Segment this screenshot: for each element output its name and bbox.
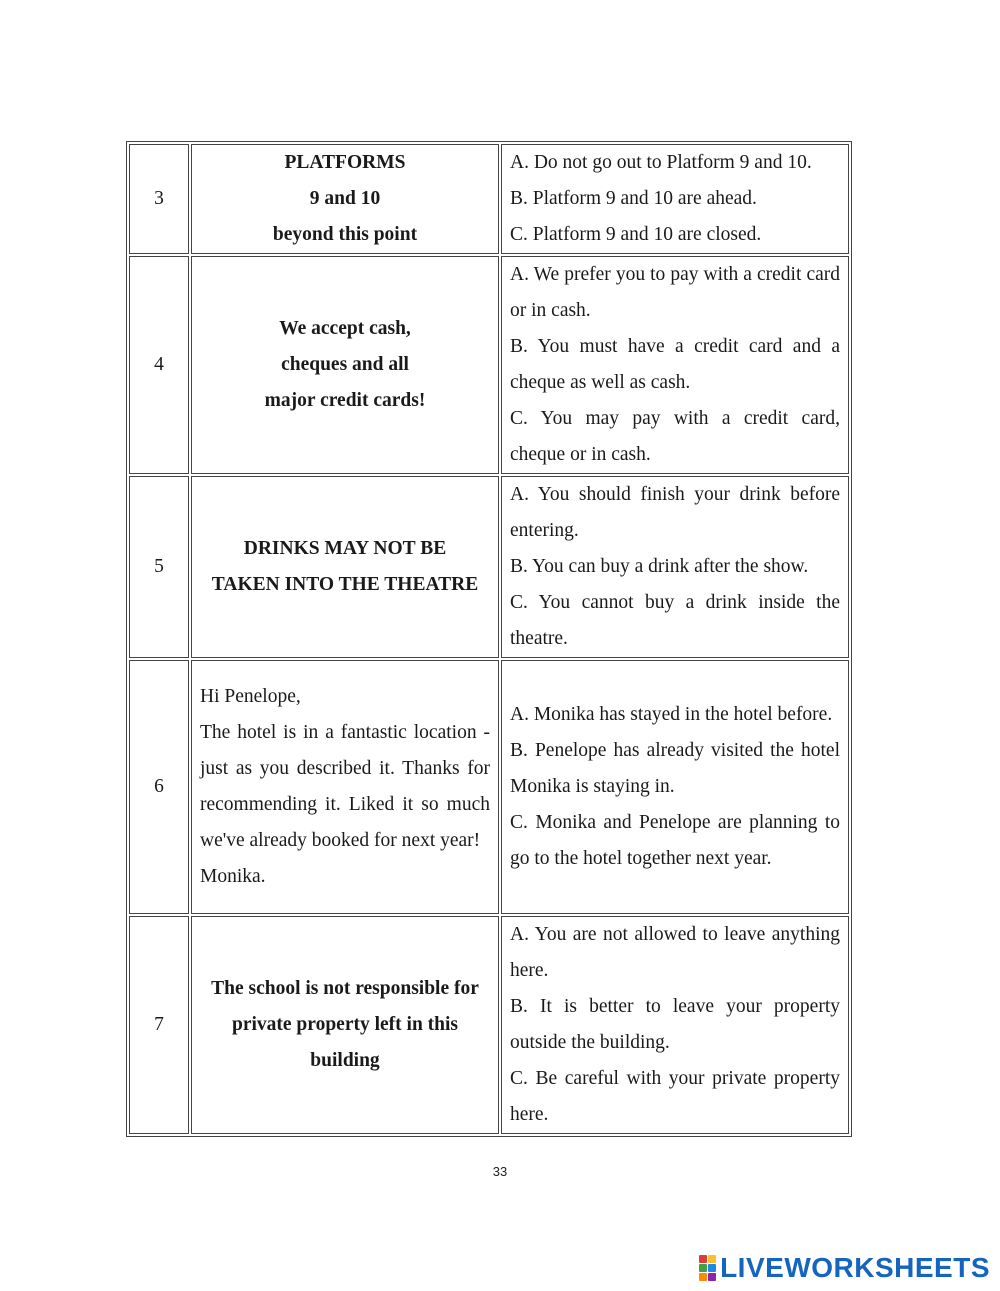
answer-options bbox=[501, 476, 849, 658]
table-row bbox=[129, 256, 849, 474]
logo-blocks-icon bbox=[699, 1255, 716, 1281]
logo-block bbox=[699, 1255, 707, 1263]
exercise-table bbox=[126, 141, 852, 1137]
notice-sign bbox=[191, 476, 499, 658]
option-b: B. Penelope has already visited the hotel Monika is staying in. bbox=[510, 740, 840, 797]
message-signature: Monika. bbox=[200, 866, 266, 887]
option-a: A. You are not allowed to leave anything here. bbox=[510, 924, 840, 981]
logo-block bbox=[708, 1255, 716, 1263]
notice-message bbox=[191, 660, 499, 914]
option-a: A. You should finish your drink before entering. bbox=[510, 484, 840, 541]
answer-options bbox=[501, 256, 849, 474]
message-greeting: Hi Penelope, bbox=[200, 686, 301, 707]
notice-sign bbox=[191, 916, 499, 1134]
option-b: B. You must have a credit card and a cheque as well as cash. bbox=[510, 336, 840, 393]
option-c: C. Monika and Penelope are planning to go to the hotel together next year. bbox=[510, 812, 840, 869]
table-row bbox=[129, 660, 849, 914]
option-c: C. You cannot buy a drink inside the theatre. bbox=[510, 592, 840, 649]
notice-line: The school is not responsible for bbox=[211, 978, 479, 999]
answer-options bbox=[501, 916, 849, 1134]
logo-block bbox=[708, 1273, 716, 1281]
logo-block bbox=[699, 1273, 707, 1281]
option-a: A. We prefer you to pay with a credit card or in cash. bbox=[510, 264, 840, 321]
notice-line: major credit cards! bbox=[264, 390, 426, 411]
logo-block bbox=[699, 1264, 707, 1272]
question-number: 5 bbox=[129, 476, 189, 658]
answer-options bbox=[501, 660, 849, 914]
notice-line: beyond this point bbox=[272, 224, 418, 245]
notice-sign bbox=[191, 144, 499, 254]
notice-line: DRINKS MAY NOT BE bbox=[243, 538, 447, 559]
option-b: B. Platform 9 and 10 are ahead. bbox=[510, 188, 757, 209]
option-c: C. Be careful with your private property here. bbox=[510, 1068, 840, 1125]
table-row bbox=[129, 476, 849, 658]
option-b: B. You can buy a drink after the show. bbox=[510, 556, 809, 577]
question-number: 3 bbox=[129, 144, 189, 254]
answer-options bbox=[501, 144, 849, 254]
logo-block bbox=[708, 1264, 716, 1272]
notice-sign bbox=[191, 256, 499, 474]
option-b: B. It is better to leave your property outside the building. bbox=[510, 996, 840, 1053]
notice-line: TAKEN INTO THE THEATRE bbox=[211, 574, 479, 595]
option-c: C. Platform 9 and 10 are closed. bbox=[510, 224, 762, 245]
option-a: A. Monika has stayed in the hotel before. bbox=[510, 704, 833, 725]
option-a: A. Do not go out to Platform 9 and 10. bbox=[510, 152, 812, 173]
notice-line: cheques and all bbox=[281, 354, 409, 375]
notice-line: We accept cash, bbox=[279, 318, 411, 339]
page-number: 33 bbox=[492, 1164, 508, 1179]
notice-line: building bbox=[310, 1050, 380, 1071]
question-number: 6 bbox=[129, 660, 189, 914]
notice-line: PLATFORMS bbox=[284, 152, 406, 173]
notice-line: 9 and 10 bbox=[309, 188, 381, 209]
message-body: The hotel is in a fantastic location - just as you described it. Thanks for recommending it. Liked it so much we've already booked for next year! bbox=[200, 722, 490, 851]
table-row bbox=[129, 144, 849, 254]
liveworksheets-logo[interactable] bbox=[699, 1252, 990, 1284]
question-number: 7 bbox=[129, 916, 189, 1134]
option-c: C. You may pay with a credit card, cheque or in cash. bbox=[510, 408, 840, 465]
question-number: 4 bbox=[129, 256, 189, 474]
notice-line: private property left in this bbox=[231, 1014, 459, 1035]
table-row bbox=[129, 916, 849, 1134]
logo-text: LIVEWORKSHEETS bbox=[720, 1252, 990, 1283]
